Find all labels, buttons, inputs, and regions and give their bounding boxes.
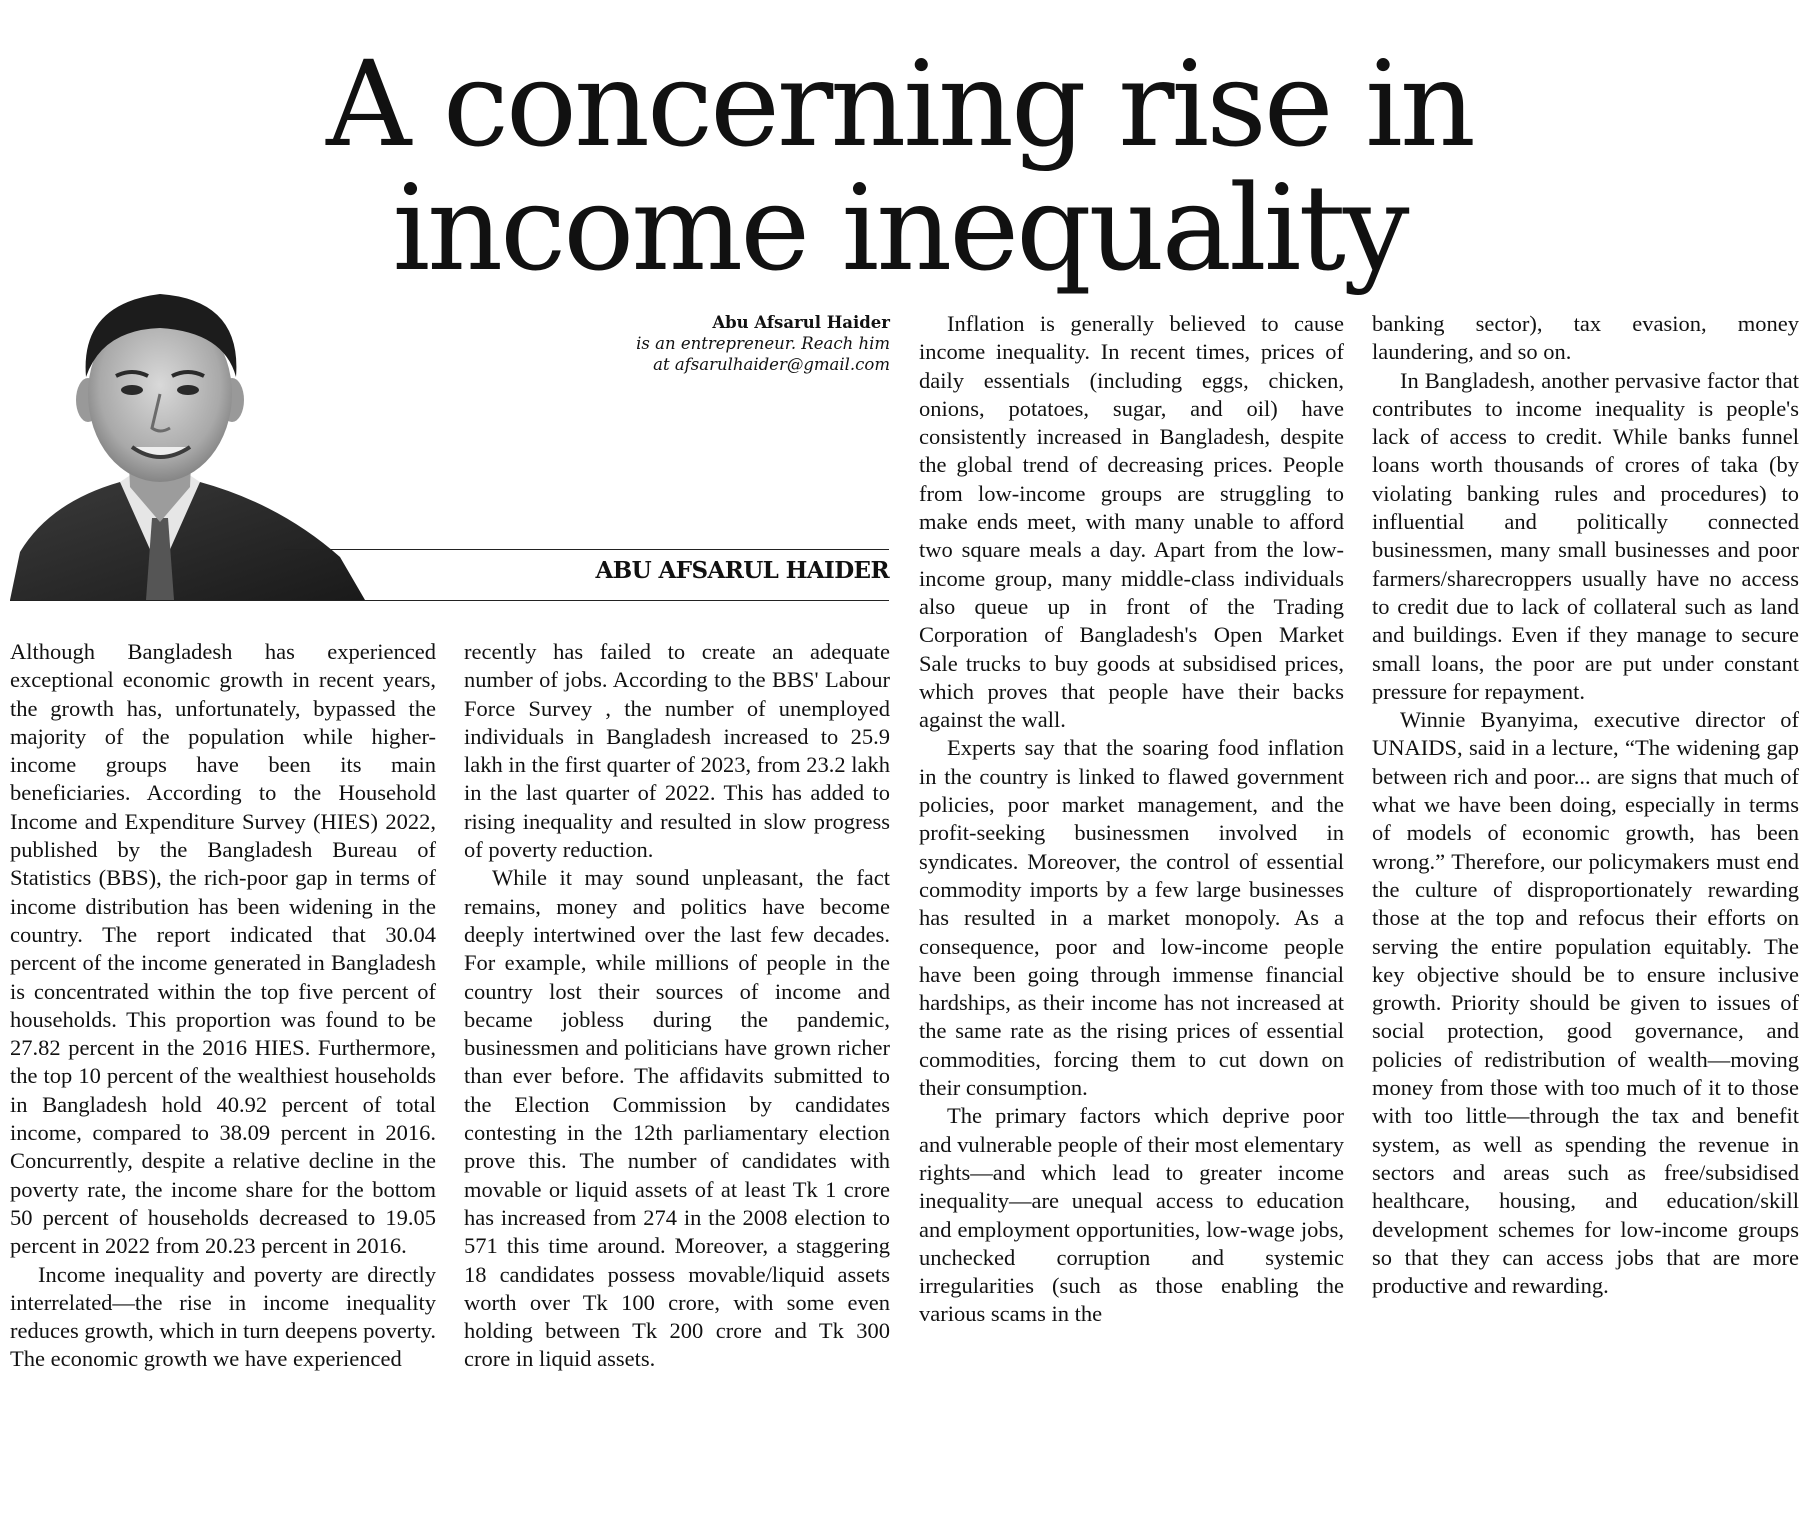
article-column-4 <box>1372 310 1799 1300</box>
paragraph: Winnie Byanyima, executive director of UNAIDS, said in a lecture, “The widening gap between rich and poor... are signs that much of what we have been doing, especially in terms of models of economic growth, has been wrong.” Therefore, our policymakers must end the culture of disproportionately rewarding those at the top and refocus their efforts on serving the entire population equitably. The key objective should be to ensure inclusive growth. Priority should be given to issues of social protection, good governance, and policies of redistribution of wealth—moving money from those with too much of it to those with too little—through the tax and benefit system, as well as spending the revenue in sectors and areas such as free/subsidised healthcare, housing, and education/skill development schemes for low-income groups so that they can access jobs that are more productive and rewarding. <box>1372 707 1799 1299</box>
byline-email: at afsarulhaider@gmail.com <box>653 355 890 374</box>
author-portrait <box>10 282 365 600</box>
section-divider <box>10 600 889 601</box>
paragraph: While it may sound unpleasant, the fact remains, money and politics have become deeply intertwined over the last few decades. For example, while millions of people in the country lost their sources of income and became jobless during the pandemic, businessmen and politicians have grown richer than ever before. The affidavits submitted to the Election Commission by candidates contesting in the 12th parliamentary election prove this. The number of candidates with movable or liquid assets of at least Tk 1 crore has increased from 274 in the 2008 election to 571 this time around. Moreover, a staggering 18 candidates possess movable/liquid assets worth over Tk 100 crore, with some even holding between Tk 200 crore and Tk 300 crore in liquid assets. <box>464 865 890 1372</box>
article-column-1 <box>10 638 436 1374</box>
byline <box>500 312 890 375</box>
paragraph: Income inequality and poverty are directly interrelated—the rise in income inequality reduces growth, which in turn deepens poverty. The economic growth we have experienced <box>10 1261 436 1372</box>
byline-name: Abu Afsarul Haider <box>712 313 890 332</box>
byline-bio-line-1: is an entrepreneur. Reach him <box>636 334 890 353</box>
paragraph: recently has failed to create an adequate number of jobs. According to the BBS' Labour Force Survey , the number of unemployed individuals in Bangladesh increased to 25.9 lakh in the first quarter of 2023, from 23.2 lakh in the last quarter of 2022. This has added to rising inequality and resulted in slow progress of poverty reduction. <box>464 639 890 863</box>
author-name-caps: ABU AFSARUL HAIDER <box>595 557 889 584</box>
author-divider <box>284 549 889 550</box>
headline-line-2: income inequality <box>392 159 1407 297</box>
headline <box>0 35 1799 297</box>
paragraph: In Bangladesh, another pervasive factor that contributes to income inequality is people's lack of access to credit. While banks funnel loans worth thousands of crores of taka (by violating banking rules and procedures) to influential and politically connected businessmen, many small businesses and poor farmers/sharecroppers usually have no access to credit due to lack of collateral such as land and buildings. Even if they manage to secure small loans, the poor are put under constant pressure for repayment. <box>1372 367 1799 704</box>
paragraph: The primary factors which deprive poor and vulnerable people of their most elementary rights—and which lead to greater income inequality—are unequal access to education and employment opportunities, low-wage jobs, unchecked corruption and systemic irregularities (such as those enabling the various scams in the <box>919 1103 1344 1327</box>
article-column-2 <box>464 638 890 1374</box>
article-column-3 <box>919 310 1344 1329</box>
paragraph: Although Bangladesh has experienced exceptional economic growth in recent years, the growth has, unfortunately, bypassed the majority of the population while higher-income groups have been its main beneficiaries. According to the Household Income and Expenditure Survey (HIES) 2022, published by the Bangladesh Bureau of Statistics (BBS), the rich-poor gap in terms of income distribution has been widening in the country. The report indicated that 30.04 percent of the income generated in Bangladesh is concentrated within the top five percent of households. This proportion was found to be 27.82 percent in the 2016 HIES. Furthermore, the top 10 percent of the wealthiest households in Bangladesh hold 40.92 percent of total income, compared to 38.09 percent in 2016. Concurrently, despite a relative decline in the poverty rate, the income share for the bottom 50 percent of households decreased to 19.05 percent in 2022 from 20.23 percent in 2016. <box>10 639 436 1259</box>
paragraph: Experts say that the soaring food inflation in the country is linked to flawed government policies, poor market management, and the profit-seeking businessmen involved in syndicates. Moreover, the control of essential commodity imports by a few large businesses has resulted in a market monopoly. As a consequence, poor and low-income people have been going through immense financial hardships, as their income has not increased at the same rate as the rising prices of essential commodities, forcing them to cut down on their consumption. <box>919 735 1344 1101</box>
paragraph: Inflation is generally believed to cause income inequality. In recent times, prices of daily essentials (including eggs, chicken, onions, potatoes, sugar, and oil) have consistently increased in Bangladesh, despite the global trend of decreasing prices. People from low-income groups are struggling to make ends meet, with many unable to afford two square meals a day. Apart from the low-income group, many middle-class individuals also queue up in front of the Trading Corporation of Bangladesh's Open Market Sale trucks to buy goods at subsidised prices, which proves that people have their backs against the wall. <box>919 311 1344 733</box>
portrait-illustration <box>10 282 365 600</box>
headline-line-1: A concerning rise in <box>326 35 1473 173</box>
paragraph: banking sector), tax evasion, money laundering, and so on. <box>1372 311 1799 365</box>
